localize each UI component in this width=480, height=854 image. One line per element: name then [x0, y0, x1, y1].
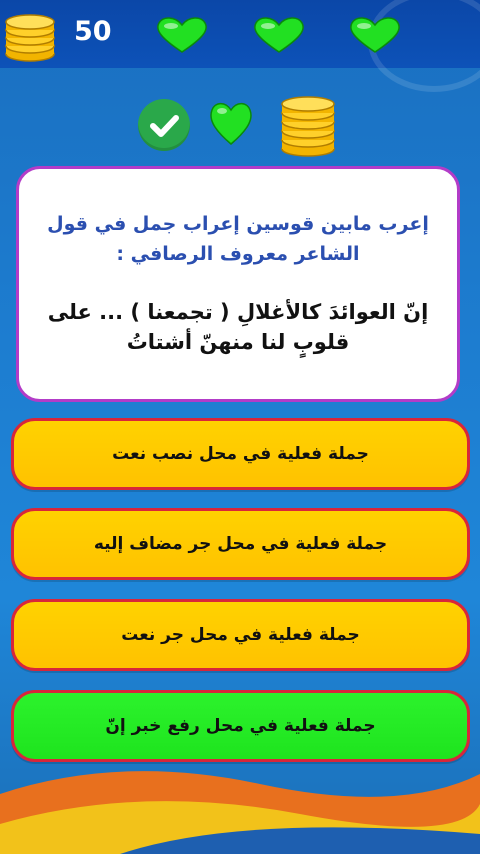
heart-icon — [153, 14, 211, 54]
answer-option-4[interactable]: جملة فعلية في محل رفع خبر إنّ — [11, 690, 470, 762]
top-bar — [0, 0, 480, 68]
status-row — [0, 96, 480, 160]
answer-option-2[interactable]: جملة فعلية في محل جر مضاف إليه — [11, 508, 470, 580]
question-verse: إنّ العوائدَ كالأغلالِ ( تجمعنا ) ... على قلوبٍ لنا منهنّ أشتاتُ — [47, 300, 429, 354]
coins-icon — [2, 6, 58, 62]
answer-option-1[interactable]: جملة فعلية في محل نصب نعت — [11, 418, 470, 490]
background-decoration — [0, 754, 480, 854]
coins-icon — [278, 94, 338, 158]
heart-icon — [346, 14, 404, 54]
score-counter: 50 — [74, 16, 112, 47]
question-card — [16, 166, 460, 402]
check-icon — [138, 99, 190, 151]
heart-icon — [250, 14, 308, 54]
answer-option-3[interactable]: جملة فعلية في محل جر نعت — [11, 599, 470, 671]
question-prompt: إعرب مابين قوسين إعراب جمل في قول الشاعر معروف الرصافي : — [47, 213, 429, 265]
heart-icon — [208, 98, 254, 146]
